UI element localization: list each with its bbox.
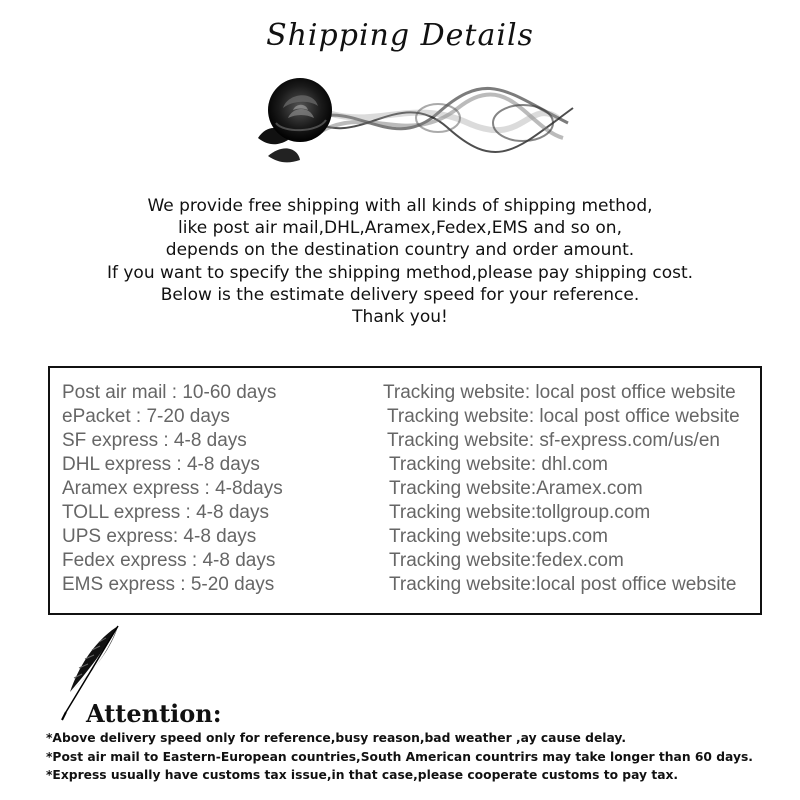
table-row <box>50 526 760 550</box>
shipping-method: UPS express: 4-8 days <box>62 526 257 547</box>
tracking-website: Tracking website:Aramex.com <box>389 478 643 499</box>
table-row <box>50 550 760 574</box>
tracking-website: Tracking website:ups.com <box>389 526 608 547</box>
tracking-website: Tracking website:tollgroup.com <box>389 502 651 523</box>
attention-notes <box>46 729 796 785</box>
tracking-website: Tracking website: sf-express.com/us/en <box>387 430 720 451</box>
tracking-website: Tracking website: local post office website <box>387 406 740 427</box>
table-row <box>50 502 760 526</box>
tracking-website: Tracking website: local post office website <box>383 382 736 403</box>
intro-line: If you want to specify the shipping method,please pay shipping cost. <box>106 262 694 283</box>
tracking-website: Tracking website:fedex.com <box>389 550 624 571</box>
table-row <box>50 406 760 430</box>
intro-line: Thank you! <box>352 307 448 328</box>
shipping-method: Fedex express : 4-8 days <box>62 550 276 571</box>
table-row <box>50 430 760 454</box>
table-row <box>50 454 760 478</box>
shipping-method: DHL express : 4-8 days <box>62 454 260 475</box>
attention-heading: Attention: <box>86 699 222 728</box>
shipping-method: Post air mail : 10-60 days <box>62 382 277 403</box>
table-row <box>50 382 760 406</box>
rose-smoke-illustration <box>238 68 578 168</box>
shipping-method: SF express : 4-8 days <box>62 430 247 451</box>
attention-note: *Post air mail to Eastern-European countries,South American countrirs may take longer than 60 days. <box>46 749 753 764</box>
attention-note: *Above delivery speed only for reference,busy reason,bad weather ,ay cause delay. <box>46 731 626 745</box>
intro-text <box>0 195 800 328</box>
intro-line: Below is the estimate delivery speed for your reference. <box>160 284 640 305</box>
shipping-method: Aramex express : 4-8days <box>62 478 283 499</box>
intro-line: like post air mail,DHL,Aramex,Fedex,EMS and so on, <box>178 218 622 239</box>
shipping-method: EMS express : 5-20 days <box>62 574 275 595</box>
page-title: Shipping Details <box>266 18 534 53</box>
table-row <box>50 478 760 502</box>
tracking-website: Tracking website:local post office website <box>389 574 737 595</box>
intro-line: depends on the destination country and order amount. <box>165 240 635 261</box>
tracking-website: Tracking website: dhl.com <box>389 454 608 475</box>
attention-note: *Express usually have customs tax issue,in that case,please cooperate customs to pay tax. <box>46 768 679 782</box>
intro-line: We provide free shipping with all kinds of shipping method, <box>147 196 653 216</box>
shipping-methods-table <box>48 366 762 615</box>
shipping-method: ePacket : 7-20 days <box>62 406 230 427</box>
shipping-method: TOLL express : 4-8 days <box>62 502 269 523</box>
table-row <box>50 574 760 598</box>
